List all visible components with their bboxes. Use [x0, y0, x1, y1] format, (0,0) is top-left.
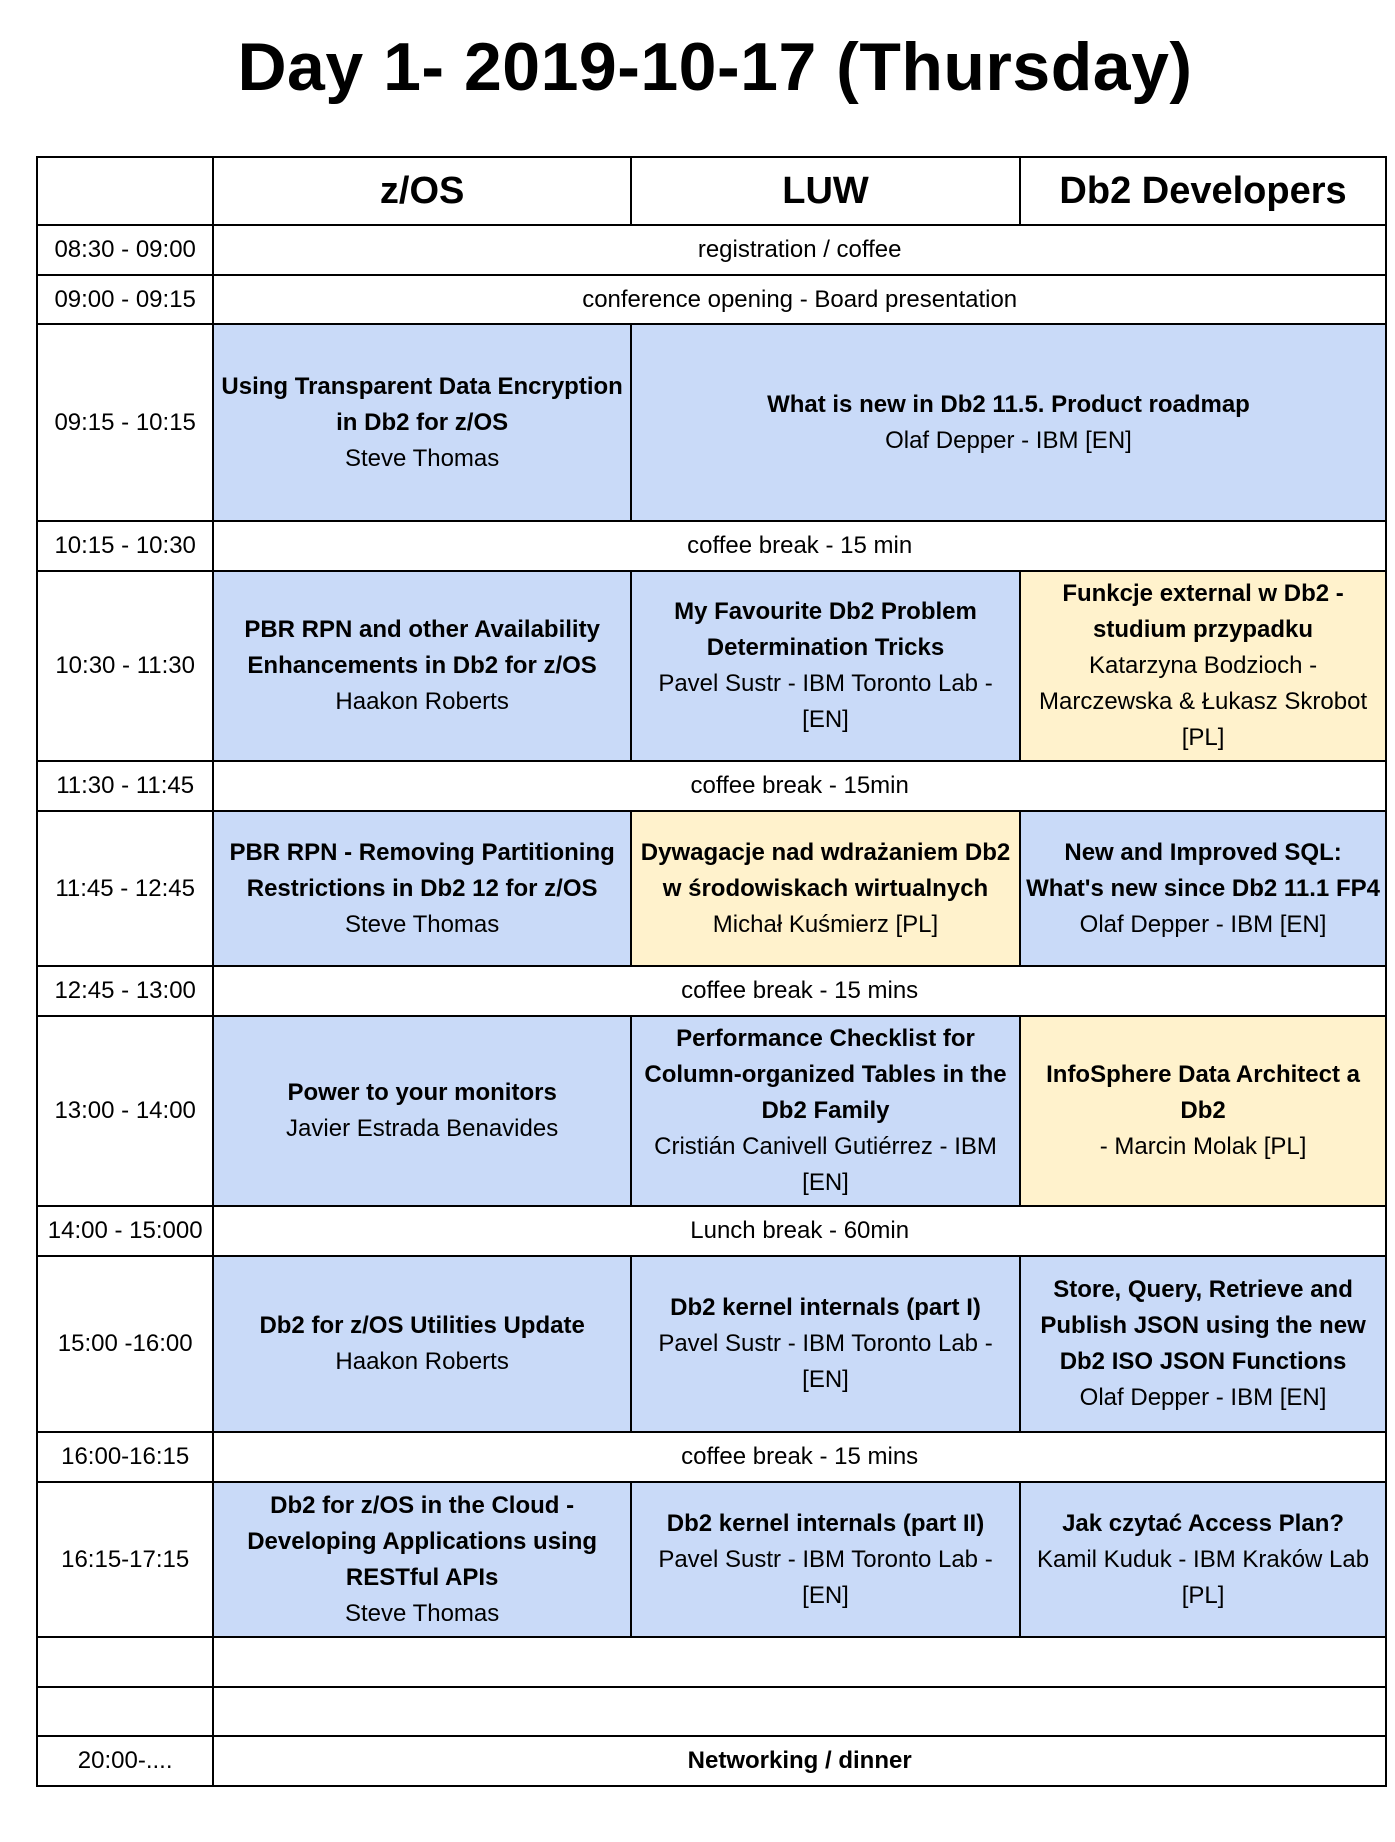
session-cell-dev [1020, 571, 1386, 761]
session-speaker: Steve Thomas [344, 910, 500, 938]
table-row [37, 324, 1386, 521]
plenary-cell: coffee break - 15 mins [213, 1432, 1386, 1482]
session-cell-dev [1020, 1482, 1386, 1637]
time-cell: 14:00 - 15:000 [37, 1206, 213, 1256]
session-speaker: Javier Estrada Benavides [286, 1115, 559, 1142]
header-time [37, 157, 213, 225]
session-speaker: Pavel Sustr - IBM Toronto Lab - [EN] [658, 670, 993, 733]
session-title: Funkcje external w Db2 - studium przypadku [1062, 580, 1344, 643]
table-row [37, 1482, 1386, 1637]
time-cell: 12:45 - 13:00 [37, 966, 213, 1016]
session-speaker: Olaf Depper - IBM [EN] [1079, 910, 1327, 938]
session-speaker: Steve Thomas [344, 1599, 500, 1627]
time-cell: 11:45 - 12:45 [37, 811, 213, 966]
session-speaker: Haakon Roberts [335, 1348, 509, 1375]
session-title: What is new in Db2 11.5. Product roadmap [767, 390, 1250, 418]
empty-row [37, 1637, 1386, 1687]
session-title: Db2 kernel internals (part II) [666, 1509, 985, 1537]
header-db2-developers: Db2 Developers [1020, 157, 1386, 225]
plenary-cell: conference opening - Board presentation [213, 275, 1386, 324]
session-speaker: Olaf Depper - IBM [EN] [1079, 1384, 1327, 1411]
session-cell-dev [1020, 1256, 1386, 1432]
session-title: Using Transparent Data Encryption in Db2 for z/OS [221, 372, 623, 436]
session-cell-dev [1020, 1016, 1386, 1206]
session-title: Db2 for z/OS in the Cloud - Developing Applications using RESTful APIs [247, 1491, 598, 1591]
session-cell-zos [213, 1016, 631, 1206]
time-cell: 13:00 - 14:00 [37, 1016, 213, 1206]
session-speaker: Michał Kuśmierz [PL] [712, 910, 939, 938]
session-cell-dev [1020, 811, 1386, 966]
session-cell-luw-dev [631, 324, 1386, 521]
session-title: New and Improved SQL: What's new since Db2 11.1 FP4 [1026, 838, 1380, 902]
session-speaker: Katarzyna Bodzioch - Marczewska & Łukasz Skrobot [PL] [1038, 652, 1368, 751]
session-cell-luw [631, 811, 1020, 966]
plenary-cell [213, 1637, 1386, 1687]
time-cell: 10:30 - 11:30 [37, 571, 213, 761]
table-row [37, 571, 1386, 761]
plenary-cell [213, 1687, 1386, 1736]
session-title: Performance Checklist for Column-organized Tables in the Db2 Family [644, 1025, 1007, 1124]
session-speaker: Kamil Kuduk - IBM Kraków Lab [PL] [1036, 1545, 1370, 1609]
time-cell: 15:00 -16:00 [37, 1256, 213, 1432]
header-row [37, 157, 1386, 225]
time-cell: 10:15 - 10:30 [37, 521, 213, 571]
table-row [37, 1736, 1386, 1786]
session-cell-luw [631, 1016, 1020, 1206]
table-row [37, 225, 1386, 275]
session-cell-zos [213, 1482, 631, 1637]
session-speaker: Haakon Roberts [335, 688, 509, 715]
time-cell [37, 1637, 213, 1687]
table-row [37, 811, 1386, 966]
session-speaker: Steve Thomas [344, 444, 500, 472]
session-title: Power to your monitors [287, 1079, 557, 1106]
plenary-cell: coffee break - 15 min [213, 521, 1386, 571]
plenary-cell: Lunch break - 60min [213, 1206, 1386, 1256]
page-title: Day 1- 2019-10-17 (Thursday) [237, 29, 1193, 105]
session-speaker: Olaf Depper - IBM [EN] [885, 426, 1132, 454]
session-title: Dywagacje nad wdrażaniem Db2 w środowiskach wirtualnych [640, 838, 1011, 902]
table-row [37, 521, 1386, 571]
session-title: Db2 kernel internals (part I) [670, 1294, 981, 1321]
session-title: PBR RPN - Removing Partitioning Restrictions in Db2 12 for z/OS [229, 838, 615, 902]
table-row [37, 761, 1386, 811]
table-row [37, 1432, 1386, 1482]
table-row [37, 1256, 1386, 1432]
time-cell: 20:00-.... [37, 1736, 213, 1786]
time-cell: 11:30 - 11:45 [37, 761, 213, 811]
session-speaker: Pavel Sustr - IBM Toronto Lab - [EN] [658, 1545, 993, 1609]
session-cell-luw [631, 1482, 1020, 1637]
session-title: PBR RPN and other Availability Enhancements in Db2 for z/OS [244, 616, 600, 679]
time-cell [37, 1687, 213, 1736]
session-title: My Favourite Db2 Problem Determination Tricks [674, 598, 977, 661]
session-cell-zos [213, 811, 631, 966]
session-speaker: Cristián Canivell Gutiérrez - IBM [EN] [654, 1133, 997, 1196]
empty-row [37, 1687, 1386, 1736]
session-title: Db2 for z/OS Utilities Update [259, 1312, 585, 1339]
time-cell: 09:15 - 10:15 [37, 324, 213, 521]
session-title: Jak czytać Access Plan? [1062, 1509, 1345, 1537]
session-cell-luw [631, 571, 1020, 761]
session-speaker: Pavel Sustr - IBM Toronto Lab - [EN] [658, 1330, 993, 1393]
plenary-cell: coffee break - 15 mins [213, 966, 1386, 1016]
session-cell-luw [631, 1256, 1020, 1432]
session-cell-zos [213, 1256, 631, 1432]
header-luw: LUW [631, 157, 1020, 225]
session-cell-zos [213, 324, 631, 521]
header-zos: z/OS [213, 157, 631, 225]
time-cell: 16:15-17:15 [37, 1482, 213, 1637]
session-cell-zos [213, 571, 631, 761]
table-row [37, 966, 1386, 1016]
plenary-cell: coffee break - 15min [213, 761, 1386, 811]
session-title: Store, Query, Retrieve and Publish JSON using the new Db2 ISO JSON Functions [1040, 1276, 1366, 1375]
time-cell: 08:30 - 09:00 [37, 225, 213, 275]
schedule-table [36, 156, 1387, 1787]
table-row [37, 1016, 1386, 1206]
plenary-cell: Networking / dinner [213, 1736, 1386, 1786]
time-cell: 16:00-16:15 [37, 1432, 213, 1482]
table-row [37, 275, 1386, 324]
session-speaker: - Marcin Molak [PL] [1099, 1133, 1307, 1160]
session-title: InfoSphere Data Architect a Db2 [1046, 1061, 1360, 1124]
table-row [37, 1206, 1386, 1256]
plenary-cell: registration / coffee [213, 225, 1386, 275]
time-cell: 09:00 - 09:15 [37, 275, 213, 324]
